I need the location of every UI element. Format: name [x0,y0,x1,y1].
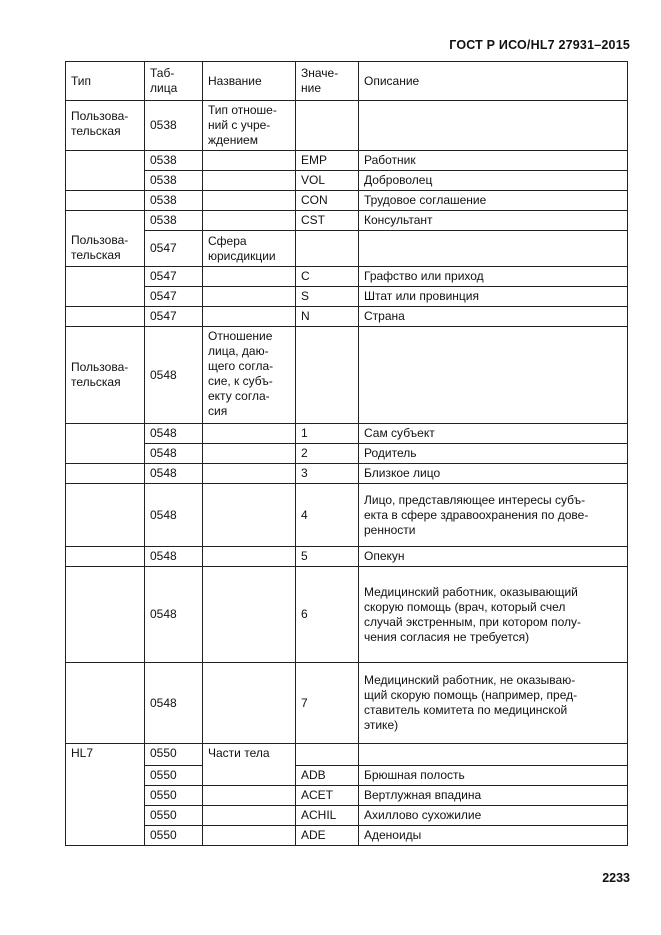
cell-table: 0538 [145,211,203,231]
cell-name [203,766,296,786]
cell-name [203,484,296,547]
cell-table: 0550 [145,786,203,806]
cell-description: Брюшная полость [359,766,628,786]
cell-type [66,806,145,826]
cell-table: 0548 [145,424,203,444]
table-row [66,191,628,211]
table-row [66,484,628,547]
table-header-row [66,62,628,101]
cell-value: 3 [296,464,359,484]
cell-value [296,327,359,424]
cell-name [203,806,296,826]
table-row [66,307,628,327]
cell-name [203,307,296,327]
cell-table: 0550 [145,744,203,766]
cell-description: Трудовое соглашение [359,191,628,211]
cell-name [203,151,296,171]
table-row [66,151,628,171]
header-table [145,62,203,101]
cell-value: ADB [296,766,359,786]
cell-name [203,424,296,444]
cell-name [203,444,296,464]
cell-value [296,101,359,151]
cell-description: Консультант [359,211,628,231]
header-table-text: Таб- лица [150,66,178,95]
cell-table: 0547 [145,287,203,307]
cell-name [203,191,296,211]
cell-name: Тип отноше- ний с учре- ждением [203,101,296,151]
cell-description [359,101,628,151]
cell-description [359,744,628,766]
cell-description: Вертлужная впадина [359,786,628,806]
cell-type: Пользова- тельская [66,327,145,424]
cell-type [66,547,145,567]
cell-table: 0548 [145,464,203,484]
cell-value: CON [296,191,359,211]
cell-value: 2 [296,444,359,464]
cell-type [66,766,145,786]
cell-name: Отношение лица, даю- щего согла- сие, к субъ- екту согла- сия [203,327,296,424]
cell-description: Работник [359,151,628,171]
document-code: ГОСТ Р ИСО/HL7 27931–2015 [449,38,630,52]
cell-table: 0538 [145,191,203,211]
cell-table: 0547 [145,307,203,327]
cell-type [66,444,145,464]
table-row [66,826,628,846]
cell-name [203,547,296,567]
cell-name [203,663,296,744]
cell-table: 0548 [145,444,203,464]
cell-description: Медицинский работник, оказывающий скорую помощь (врач, который счел случай экстренным, при котором полу- чения согласия не требуется) [359,567,628,663]
cell-table: 0548 [145,327,203,424]
cell-value: ADE [296,826,359,846]
cell-value: VOL [296,171,359,191]
table-row [66,547,628,567]
cell-value [296,744,359,766]
cell-value [296,231,359,267]
cell-name [203,786,296,806]
cell-type [66,171,145,191]
cell-type [66,464,145,484]
cell-table: 0547 [145,231,203,267]
table-row [66,287,628,307]
cell-name [203,567,296,663]
table-row [66,101,628,151]
cell-type [66,211,145,231]
cell-description: Опекун [359,547,628,567]
cell-description: Страна [359,307,628,327]
cell-type [66,484,145,547]
table-row [66,806,628,826]
cell-type [66,267,145,287]
cell-table: 0538 [145,171,203,191]
cell-description: Близкое лицо [359,464,628,484]
cell-value: 4 [296,484,359,547]
header-value [296,62,359,101]
cell-type [66,786,145,806]
cell-name: Части тела [203,744,296,766]
cell-table: 0550 [145,826,203,846]
cell-type [66,424,145,444]
cell-value: CST [296,211,359,231]
cell-table: 0538 [145,151,203,171]
cell-table: 0550 [145,806,203,826]
cell-table: 0548 [145,663,203,744]
cell-type [66,287,145,307]
cell-type: Пользова- тельская [66,101,145,151]
cell-description [359,327,628,424]
cell-description: Штат или провинция [359,287,628,307]
cell-value: ACHIL [296,806,359,826]
cell-name [203,287,296,307]
cell-name: Сфера юрисдикции [203,231,296,267]
cell-table: 0538 [145,101,203,151]
table-row [66,327,628,424]
code-table [65,61,628,846]
cell-name [203,171,296,191]
cell-value: 1 [296,424,359,444]
cell-value: S [296,287,359,307]
header-description: Описание [359,62,628,101]
cell-type [66,191,145,211]
cell-value: EMP [296,151,359,171]
cell-description: Аденоиды [359,826,628,846]
cell-value: 7 [296,663,359,744]
cell-table: 0548 [145,567,203,663]
cell-description: Графство или приход [359,267,628,287]
table-row [66,786,628,806]
cell-description: Сам субъект [359,424,628,444]
table-row [66,766,628,786]
table-row [66,464,628,484]
cell-table: 0548 [145,547,203,567]
table-row [66,267,628,287]
cell-name [203,211,296,231]
cell-type [66,826,145,846]
cell-description: Ахиллово сухожилие [359,806,628,826]
cell-type [66,663,145,744]
table-row [66,171,628,191]
cell-table: 0548 [145,484,203,547]
cell-name [203,267,296,287]
table-row [66,744,628,766]
header-value-text: Значе- ние [301,66,339,95]
cell-description: Медицинский работник, не оказываю- щий скорую помощь (например, пред- ставитель комитета по медицинской этике) [359,663,628,744]
header-name: Название [203,62,296,101]
cell-type: Пользова- тельская [66,231,145,267]
cell-description: Родитель [359,444,628,464]
page-number: 2233 [602,871,630,885]
cell-description [359,231,628,267]
cell-description: Доброволец [359,171,628,191]
cell-value: ACET [296,786,359,806]
header-type: Тип [66,62,145,101]
table-row [66,567,628,663]
cell-type [66,307,145,327]
table-row [66,424,628,444]
cell-type [66,567,145,663]
table-row [66,444,628,464]
cell-table: 0547 [145,267,203,287]
cell-value: 6 [296,567,359,663]
table-row [66,663,628,744]
cell-type: HL7 [66,744,145,766]
cell-value: C [296,267,359,287]
table-row [66,231,628,267]
table-row [66,211,628,231]
cell-type [66,151,145,171]
cell-description: Лицо, представляющее интересы субъ- екта в сфере здравоохранения по дове- ренности [359,484,628,547]
cell-table: 0550 [145,766,203,786]
cell-name [203,464,296,484]
cell-value: N [296,307,359,327]
cell-name [203,826,296,846]
cell-value: 5 [296,547,359,567]
